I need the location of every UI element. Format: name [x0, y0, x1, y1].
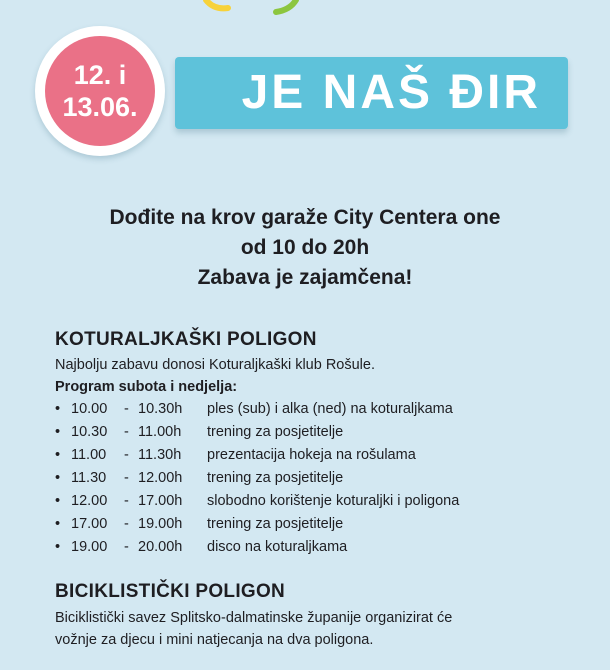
bullet-icon: •: [55, 516, 61, 532]
event-title: JE NAŠ ĐIR: [241, 66, 541, 119]
time-range: 11.30 - 12.00h: [71, 470, 183, 486]
cycling-line-1: Biciklistički savez Splitsko-dalmatinske županije organizirat će: [55, 610, 453, 626]
cycling-line-2: vožnje za djecu i mini natjecanja na dva poligona.: [55, 632, 374, 648]
cycling-section: [55, 580, 595, 651]
time-range: 10.30 - 11.00h: [71, 424, 182, 440]
green-stroke: [276, 0, 296, 12]
activity: ples (sub) i alka (ned) na koturaljkama: [207, 401, 453, 417]
bullet-icon: •: [55, 447, 61, 463]
schedule-list: [55, 398, 595, 559]
bullet-icon: •: [55, 424, 61, 440]
activity: slobodno korištenje koturaljki i poligona: [207, 493, 460, 509]
intro-line-1: Dođite na krov garaže City Centera one: [109, 206, 501, 229]
time-range: 10.00 - 10.30h: [71, 401, 183, 417]
date-line-1: 12. i: [73, 60, 127, 90]
skating-title: KOTURALJKAŠKI POLIGON: [55, 329, 317, 350]
date-badge-inner: [45, 36, 155, 146]
bullet-icon: •: [55, 539, 61, 555]
activity: trening za posjetitelje: [207, 424, 344, 440]
bullet-icon: •: [55, 401, 61, 417]
time-range: 11.00 - 11.30h: [71, 447, 182, 463]
time-range: 12.00 - 17.00h: [71, 493, 183, 509]
intro-line-2: od 10 do 20h: [240, 236, 370, 259]
schedule-item: [55, 513, 595, 536]
activity: trening za posjetitelje: [207, 470, 344, 486]
intro-text: [0, 203, 610, 293]
bullet-icon: •: [55, 493, 61, 509]
activity: prezentacija hokeja na rošulama: [207, 447, 416, 463]
bullet-icon: •: [55, 470, 61, 486]
schedule-item: [55, 536, 595, 559]
date-badge: [35, 26, 165, 156]
time-range: 17.00 - 19.00h: [71, 516, 183, 532]
program-title: Program subota i nedjelja:: [55, 379, 238, 395]
cycling-title: BICIKLISTIČKI POLIGON: [55, 581, 286, 602]
schedule-item: [55, 398, 595, 421]
schedule-item: [55, 444, 595, 467]
title-banner: [175, 57, 568, 129]
yellow-stroke: [206, 0, 228, 8]
activity: trening za posjetitelje: [207, 516, 344, 532]
schedule-item: [55, 490, 595, 513]
intro-line-3: Zabava je zajamčena!: [197, 266, 413, 289]
schedule-item: [55, 421, 595, 444]
activity: disco na koturaljkama: [207, 539, 348, 555]
skating-section: [55, 328, 595, 559]
date-line-2: 13.06.: [62, 92, 138, 122]
schedule-item: [55, 467, 595, 490]
time-range: 19.00 - 20.00h: [71, 539, 183, 555]
skating-description: Najbolju zabavu donosi Koturaljkaški klub Rošule.: [55, 357, 375, 373]
